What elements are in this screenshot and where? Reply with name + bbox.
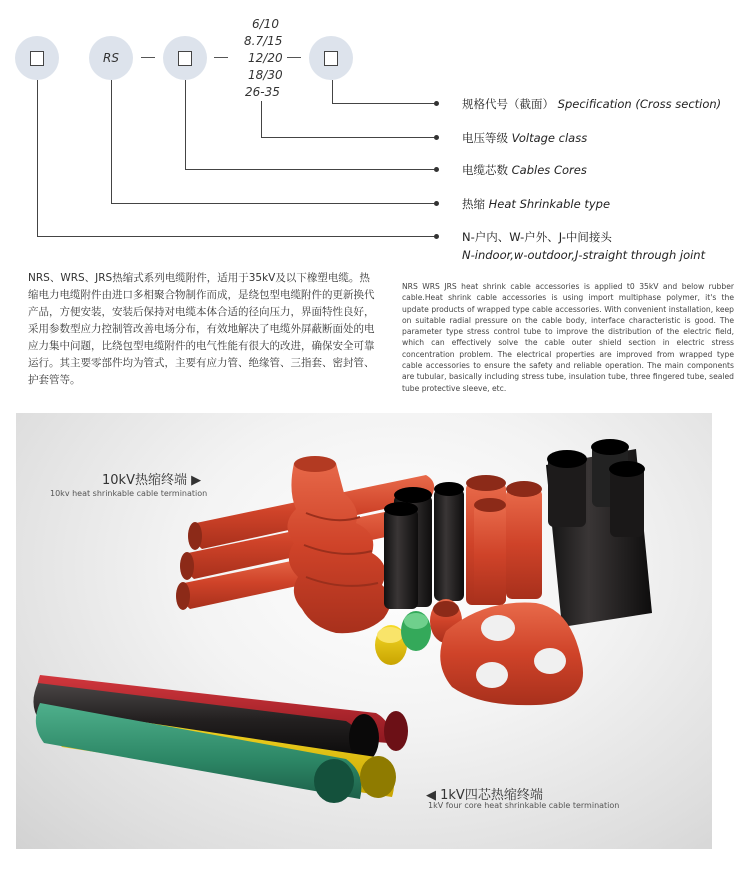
voltage-option: 12/20: [248, 51, 283, 65]
orange-rain-shed: [287, 456, 390, 633]
code-separator: [214, 57, 228, 58]
bullet-dot: [434, 201, 439, 206]
code-box-icon: [324, 51, 338, 66]
legend-en: Heat Shrinkable type: [488, 197, 611, 211]
voltage-option: 8.7/15: [244, 34, 283, 48]
description-cn: NRS、WRS、JRS热缩式系列电缆附件，适用于35kV及以下橡塑电缆。热缩电力电缆附件由进口多相聚合物制作而成，是绕包型电缆附件的更新换代产品，方便安装，安装后保持对电缆本体合适的径向压力，界面特性良好，采用参数型应力控制管改善电场分布，有效地解决了电缆外屏蔽断面处的电应力集中问题，比绕包型电缆附件的电气性能有很大的改进，确保安全可靠运行。其主要零部件均为管式，主要有应力管、绝缘管、三指套、密封管、护套管等。: [28, 272, 375, 386]
code-box-icon: [30, 51, 44, 66]
legend-specification: [462, 96, 721, 112]
code-separator: [287, 57, 301, 58]
legend-heat-shrink: [462, 196, 610, 212]
leader-line: [37, 236, 437, 237]
legend-voltage: [462, 130, 587, 146]
legend-type-cn: N-户内、W-户外、J-中间接头: [462, 230, 612, 244]
legend-cn: 热缩: [462, 197, 485, 211]
code-separator: [141, 57, 155, 58]
legend-cn: 电缆芯数: [462, 163, 508, 177]
leader-line: [111, 80, 112, 204]
code-slot-spec: [309, 36, 353, 80]
voltage-option: 26-35: [245, 85, 280, 99]
leader-line: [185, 80, 186, 170]
leader-line: [261, 137, 437, 138]
caption-10kv-subtitle: 10kv heat shrinkable cable termination: [50, 489, 208, 498]
caption-1kv-title: ◀ 1kV四芯热缩终端: [426, 788, 543, 803]
leader-line: [111, 203, 437, 204]
voltage-option: 18/30: [248, 68, 283, 82]
legend-cn: 规格代号（截面）: [462, 97, 554, 111]
caption-1kv-subtitle: 1kV four core heat shrinkable cable termination: [428, 801, 620, 810]
four-core-tubes: [33, 675, 408, 803]
legend-cores: [462, 162, 587, 178]
code-box-icon: [178, 51, 192, 66]
code-prefix: RS: [103, 51, 119, 65]
code-slot-cores: [163, 36, 207, 80]
code-slot-series: [15, 36, 59, 80]
bullet-dot: [434, 101, 439, 106]
legend-en: Specification (Cross section): [557, 97, 722, 111]
description-en: NRS WRS JRS heat shrink cable accessories is applied t0 35kV and below rubber cable.Heat shrink cable accessories is using import multiphase polymer, it's the update products of wrapped type cable accessories. With convenient installation, keep on suitable radial pressure on the cable body, interface characteristic is good. The parameter type stress control tube to improve the distribution of the electric field, which can effectively solve the cable outer shield section in electric stress concentration problem. The electrical properties are improved from wrapped type cable accessories to ensure the safety and reliable operation. The main components are tubular, basically including stress tube, insulation tube, three fingered tube, sealed tube protective sleeve, etc.: [402, 282, 734, 393]
legend-en: N-indoor,w-outdoor,J-straight through joint: [462, 248, 706, 262]
bullet-dot: [434, 135, 439, 140]
bullet-dot: [434, 167, 439, 172]
orange-short-tubes: [466, 475, 542, 605]
leader-line: [37, 80, 38, 237]
legend-en: Voltage class: [511, 131, 588, 145]
caption-10kv-title: 10kV热缩终端 ▶: [102, 473, 202, 488]
black-breakout-boot: [546, 439, 652, 627]
code-slot-rs: [89, 36, 133, 80]
legend-type-en: [462, 248, 705, 262]
legend-en: Cables Cores: [511, 163, 587, 177]
leader-line: [332, 80, 333, 104]
voltage-option: 6/10: [252, 17, 279, 31]
product-photo: [16, 413, 712, 849]
leader-line: [185, 169, 437, 170]
leader-line: [261, 101, 262, 138]
black-stress-tubes: [384, 482, 464, 609]
legend-cn: 电压等级: [462, 131, 508, 145]
bullet-dot: [434, 234, 439, 239]
leader-line: [332, 103, 437, 104]
